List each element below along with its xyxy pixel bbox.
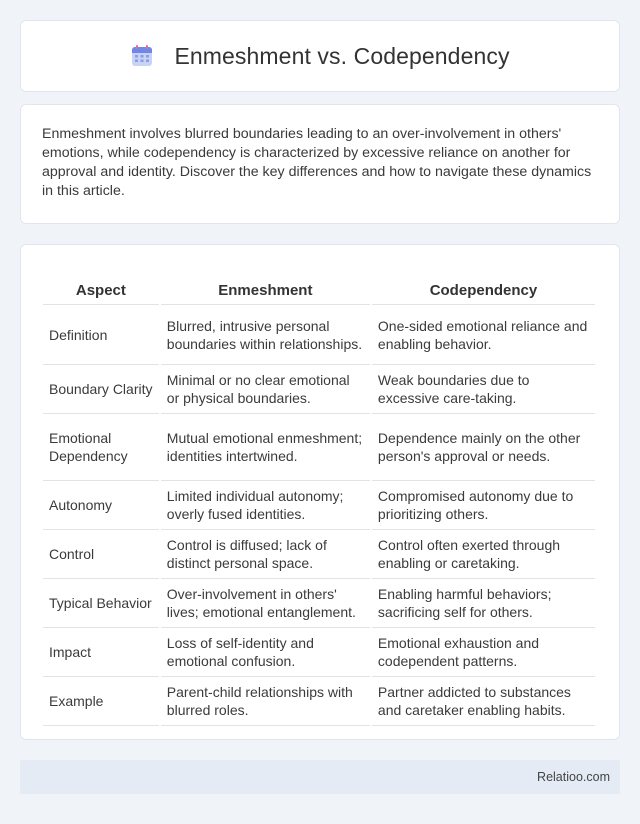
aspect-cell: Control [43, 530, 159, 579]
title-card [20, 20, 620, 92]
table-row [43, 628, 595, 677]
table-row [43, 481, 595, 530]
table-row [43, 530, 595, 579]
aspect-cell: Autonomy [43, 481, 159, 530]
comparison-table-card [20, 244, 620, 740]
aspect-cell: Definition [43, 305, 159, 365]
aspect-cell: Impact [43, 628, 159, 677]
codependency-cell: Control often exerted through enabling or caretaking. [372, 530, 595, 579]
footer [20, 760, 620, 794]
intro-card [20, 104, 620, 224]
table-header-row [43, 265, 595, 305]
codependency-cell: Enabling harmful behaviors; sacrificing self for others. [372, 579, 595, 628]
table-row [43, 677, 595, 726]
enmeshment-cell: Parent-child relationships with blurred roles. [161, 677, 370, 726]
table-row [43, 365, 595, 414]
codependency-cell: Dependence mainly on the other person's approval or needs. [372, 414, 595, 481]
column-header-codependency: Codependency [372, 265, 595, 305]
codependency-cell: Compromised autonomy due to prioritizing others. [372, 481, 595, 530]
aspect-cell: Example [43, 677, 159, 726]
page-title: Enmeshment vs. Codependency [174, 42, 510, 69]
enmeshment-cell: Mutual emotional enmeshment; identities intertwined. [161, 414, 370, 481]
enmeshment-cell: Limited individual autonomy; overly fused identities. [161, 481, 370, 530]
table-row [43, 414, 595, 481]
codependency-cell: Weak boundaries due to excessive care-taking. [372, 365, 595, 414]
codependency-cell: Partner addicted to substances and caretaker enabling habits. [372, 677, 595, 726]
codependency-cell: One-sided emotional reliance and enabling behavior. [372, 305, 595, 365]
column-header-aspect: Aspect [43, 265, 159, 305]
enmeshment-cell: Blurred, intrusive personal boundaries within relationships. [161, 305, 370, 365]
enmeshment-cell: Over-involvement in others' lives; emotional entanglement. [161, 579, 370, 628]
table-row [43, 305, 595, 365]
codependency-cell: Emotional exhaustion and codependent patterns. [372, 628, 595, 677]
enmeshment-cell: Control is diffused; lack of distinct personal space. [161, 530, 370, 579]
intro-text: Enmeshment involves blurred boundaries leading to an over-involvement in others' emotions, while codependency is characterized by excessive reliance on another for approval and identity. Discover the key differences and how to navigate these dynamics in this article. [42, 126, 592, 199]
footer-brand[interactable]: Relatioo.com [537, 770, 610, 784]
aspect-cell: Emotional Dependency [43, 414, 159, 481]
table-row [43, 579, 595, 628]
column-header-enmeshment: Enmeshment [161, 265, 370, 305]
calendar-icon [130, 44, 154, 68]
aspect-cell: Boundary Clarity [43, 365, 159, 414]
enmeshment-cell: Minimal or no clear emotional or physical boundaries. [161, 365, 370, 414]
comparison-table [41, 265, 597, 726]
enmeshment-cell: Loss of self-identity and emotional confusion. [161, 628, 370, 677]
aspect-cell: Typical Behavior [43, 579, 159, 628]
